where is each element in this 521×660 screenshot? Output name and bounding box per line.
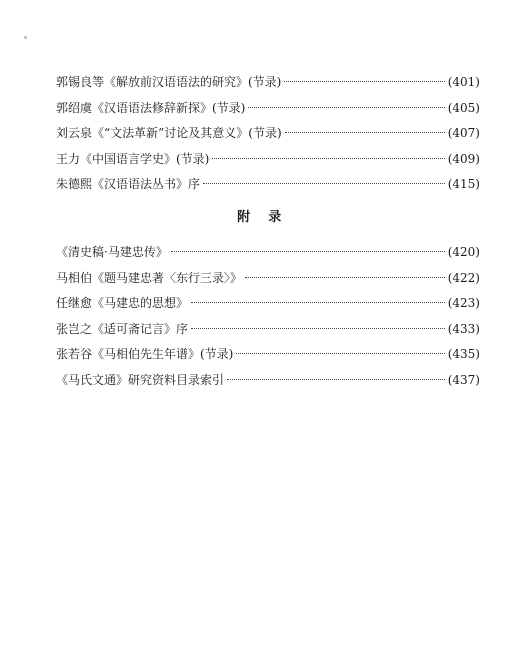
toc-entry[interactable] <box>56 70 480 96</box>
toc-entry-page: (422) <box>447 270 480 285</box>
toc-entry-page: (423) <box>447 296 480 310</box>
dot-leader <box>284 81 444 82</box>
toc-entry-page: (401) <box>447 75 480 89</box>
dot-leader <box>248 107 444 108</box>
toc-entry-page: (405) <box>447 100 480 115</box>
toc-entry-title: 《清史稿·马建忠传》 <box>56 245 168 259</box>
toc-entry[interactable] <box>56 147 480 173</box>
toc-entry-title: 《马氏文通》研究资料目录索引 <box>56 372 225 387</box>
toc-entry-title: 马相伯《题马建忠著〈东行三录〉》 <box>56 270 243 285</box>
toc-entry-title: 刘云泉《“文法革新”讨论及其意义》(节录) <box>56 126 282 140</box>
toc-entry[interactable] <box>56 172 480 198</box>
dot-leader <box>203 183 445 184</box>
dot-leader <box>285 132 445 133</box>
toc-entry-page: (415) <box>447 177 480 191</box>
toc-entry[interactable] <box>56 266 480 292</box>
toc-entry-title: 任继愈《马建忠的思想》 <box>56 296 189 310</box>
dot-leader <box>191 302 445 303</box>
toc-entry-title: 郭锡良等《解放前汉语语法的研究》(节录) <box>56 75 282 89</box>
toc-list-main <box>56 70 480 198</box>
dot-leader <box>212 158 444 159</box>
toc-entry-page: (409) <box>447 151 480 166</box>
toc-entry-title: 张若谷《马相伯先生年谱》(节录) <box>56 347 234 361</box>
toc-entry-title: 王力《中国语言学史》(节录) <box>56 151 210 166</box>
toc-entry-page: (407) <box>447 126 480 140</box>
scan-speck <box>24 36 27 39</box>
toc-entry-page: (435) <box>447 347 480 361</box>
toc-entry[interactable] <box>56 96 480 122</box>
toc-list-appendix <box>56 240 480 393</box>
toc-entry-page: (437) <box>447 372 480 387</box>
toc-entry-title: 朱德熙《汉语语法丛书》序 <box>56 177 201 191</box>
appendix-heading: 附 录 <box>237 210 284 225</box>
dot-leader <box>236 353 444 354</box>
dot-leader <box>227 379 445 380</box>
toc-entry[interactable] <box>56 121 480 147</box>
toc-entry-title: 张岂之《适可斋记言》序 <box>56 321 189 336</box>
toc-entry-page: (433) <box>447 321 480 336</box>
dot-leader <box>171 251 445 252</box>
toc-entry[interactable] <box>56 240 480 266</box>
toc-entry[interactable] <box>56 368 480 394</box>
toc-entry-title: 郭绍虞《汉语语法修辞新探》(节录) <box>56 100 246 115</box>
dot-leader <box>191 328 445 329</box>
toc-entry[interactable] <box>56 291 480 317</box>
dot-leader <box>245 277 445 278</box>
toc-entry[interactable] <box>56 342 480 368</box>
toc-entry-page: (420) <box>447 245 480 259</box>
toc-entry[interactable] <box>56 317 480 343</box>
